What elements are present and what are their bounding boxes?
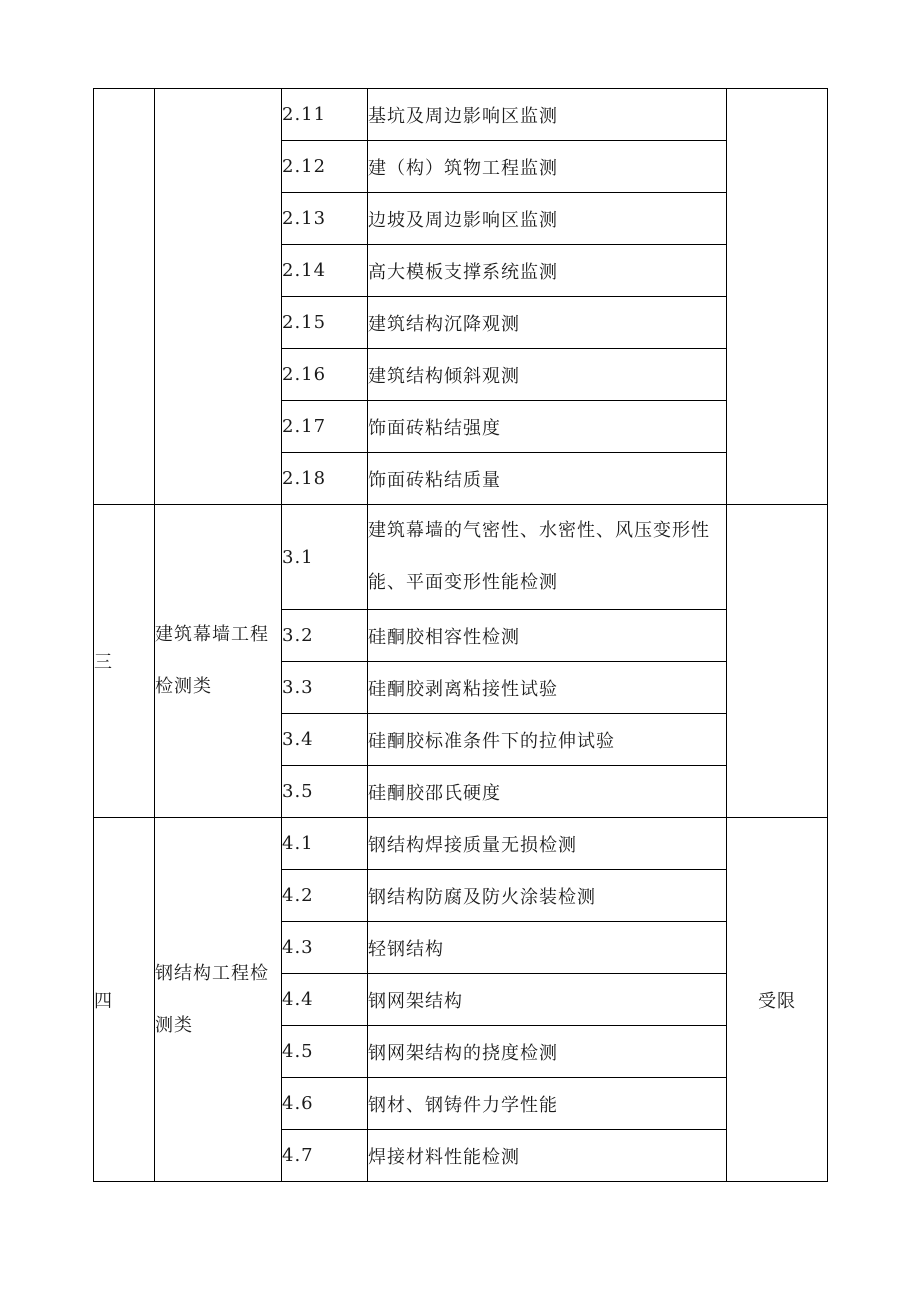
item-name: 钢网架结构	[368, 974, 727, 1026]
table-row	[94, 89, 828, 141]
item-name: 轻钢结构	[368, 922, 727, 974]
item-name: 钢网架结构的挠度检测	[368, 1026, 727, 1078]
table-row	[94, 505, 828, 610]
item-name: 建（构）筑物工程监测	[368, 141, 727, 193]
item-code: 2.13	[282, 193, 368, 245]
item-name: 基坑及周边影响区监测	[368, 89, 727, 141]
item-code: 2.11	[282, 89, 368, 141]
item-code: 2.17	[282, 401, 368, 453]
item-name: 硅酮胶相容性检测	[368, 610, 727, 662]
item-name: 建筑结构倾斜观测	[368, 349, 727, 401]
item-name: 建筑幕墙的气密性、水密性、风压变形性能、平面变形性能检测	[368, 505, 727, 610]
item-code: 3.4	[282, 714, 368, 766]
remark-cell	[727, 505, 828, 818]
qualification-table	[93, 88, 828, 1182]
category-number-cell	[94, 89, 155, 505]
item-name: 建筑结构沉降观测	[368, 297, 727, 349]
item-code: 3.3	[282, 662, 368, 714]
item-name: 钢结构防腐及防火涂装检测	[368, 870, 727, 922]
table-row	[94, 818, 828, 870]
item-name: 高大模板支撑系统监测	[368, 245, 727, 297]
item-name: 饰面砖粘结强度	[368, 401, 727, 453]
item-code: 4.3	[282, 922, 368, 974]
item-name: 硅酮胶邵氏硬度	[368, 766, 727, 818]
category-label: 建筑幕墙工程检测类	[155, 505, 282, 818]
remark-cell	[727, 89, 828, 505]
item-code: 4.4	[282, 974, 368, 1026]
item-code: 3.5	[282, 766, 368, 818]
category-label-cell	[155, 89, 282, 505]
category-number: 三	[94, 505, 155, 818]
item-code: 2.18	[282, 453, 368, 505]
item-name: 焊接材料性能检测	[368, 1130, 727, 1182]
item-code: 3.2	[282, 610, 368, 662]
item-name: 硅酮胶剥离粘接性试验	[368, 662, 727, 714]
item-code: 4.1	[282, 818, 368, 870]
item-code: 4.5	[282, 1026, 368, 1078]
category-number: 四	[94, 818, 155, 1182]
item-name: 钢材、钢铸件力学性能	[368, 1078, 727, 1130]
item-code: 3.1	[282, 505, 368, 610]
item-code: 4.6	[282, 1078, 368, 1130]
item-code: 2.12	[282, 141, 368, 193]
item-name: 硅酮胶标准条件下的拉伸试验	[368, 714, 727, 766]
category-label: 钢结构工程检测类	[155, 818, 282, 1182]
item-code: 4.2	[282, 870, 368, 922]
item-code: 4.7	[282, 1130, 368, 1182]
item-code: 2.15	[282, 297, 368, 349]
item-name: 钢结构焊接质量无损检测	[368, 818, 727, 870]
item-name: 饰面砖粘结质量	[368, 453, 727, 505]
item-name: 边坡及周边影响区监测	[368, 193, 727, 245]
item-code: 2.16	[282, 349, 368, 401]
item-code: 2.14	[282, 245, 368, 297]
remark-value: 受限	[727, 818, 828, 1182]
